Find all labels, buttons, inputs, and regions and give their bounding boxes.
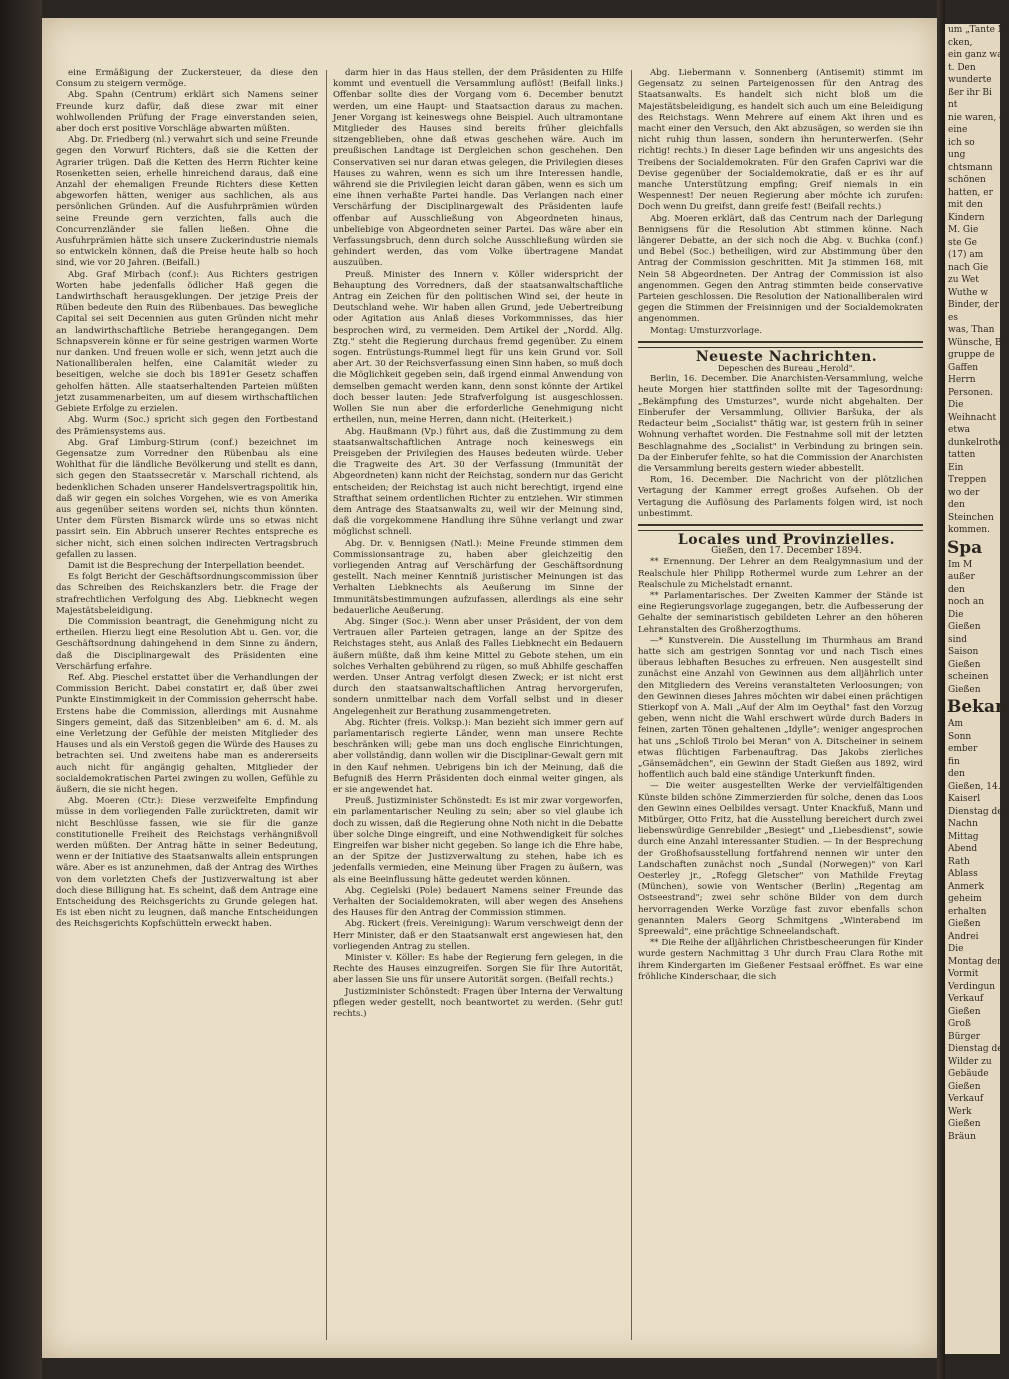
adjacent-page-text: Bekan (947, 697, 1008, 717)
adjacent-page-text: etwa (948, 425, 971, 435)
adjacent-page-text: Verkauf (948, 994, 984, 1004)
column-3-top (638, 68, 923, 337)
article-paragraph: Justizminister Schönstedt: Fragen über Interna der Verwaltung pflegen weder gestellt, noch beantwortet zu werden. (Sehr gut! rechts.) (333, 986, 623, 1020)
adjacent-page-text: Ein (948, 462, 964, 473)
adjacent-page-text: außer (948, 572, 975, 582)
adjacent-page-text: Sonn (948, 731, 972, 742)
adjacent-page-text: Mittag (948, 831, 979, 842)
adjacent-page-text: sind (948, 634, 968, 645)
article-paragraph: Abg. Dr. v. Bennigsen (Natl.): Meine Freunde stimmen dem Commissionsantrage zu, haben aber gleichzeitig den vorliegenden Antrag auf Verschärfung der Geschäftsordnung gestellt. Nach meiner Kenntniß juristischer Meinungen ist das Verhalten Liebknechts als Aeußerung im Sinne der Immunitätsbestimmungen aufzufassen, allerdings als eine sehr bedauerliche Aeußerung. (333, 538, 623, 616)
adjacent-page-text: Gießen (948, 1119, 981, 1129)
adjacent-page-text: Steinchen (948, 512, 994, 523)
column-2 (333, 68, 623, 1348)
adjacent-page-text: Andrei (948, 931, 979, 942)
article-paragraph: Abg. Rickert (freis. Vereinigung): Warum verschweigt denn der Herr Minister, daß er den Staatsanwalt erst angewiesen hat, den vorliegenden Antrag zu stellen. (333, 919, 623, 952)
adjacent-page-text: nie waren, e (948, 112, 1005, 123)
article-paragraph: Montag: Umsturzvorlage. (650, 325, 762, 336)
local-paragraph: — Die weiter ausgestellten Werke der vervielfältigenden Künste bilden schöne Zimmerzierden für solche, denen das Loos den Gewinn eines Oelbildes versagt. Unter Knackfuß, Mann und Mitbürger, Otto Fritz, hat die Ausstellung bereichert durch zwei liebenswürdige Genrebilder „Besiegt" und „Liebesdienst", sowie durch eine Anzahl interessanter Studien. — In der Besprechung der Großhofsausstellung fortfahrend nennen wir unter den Landschaften zunächst noch „Sundal (Norwegen)" von Karl Oesterley jr., „Rofegg Gletscher" von Mathilde Freytag (München), sowie von Wentscher (Berlin) „Regentag am Ostseestrand"; zwei sehr schöne Bilder von dem durch hervorragenden Werke Vorzüge fast zuvor ebenfalls schon genannten Malers Georg Schmitgens „Winterabend im Spreewald", eine prächtige Schneelandschaft. (638, 781, 923, 938)
article-paragraph: Ref. Abg. Pieschel erstattet über die Verhandlungen der Commission Bericht. Dabei constatirt er, daß über zwei Punkte Einstimmigkeit in der Commission geherrscht habe. Erstens habe die Commission, allerdings mit Ausnahme Singers gemeint, daß das Sitzenbleiben" am 6. d. M. als eine Verletzung der Gefühle der meisten Mitglieder des Hauses und als ein Verstoß gegen die Würde des Hauses zu betrachten sei. Und zweitens habe man es andererseits auch nicht für angängig gehalten, Mitglieder der socialdemokratischen Partei zwingen zu wollen, Gefühle zu äußern, die sie nicht hegen. (56, 672, 318, 795)
adjacent-page-text: Treppen (948, 475, 987, 485)
adjacent-page-text: eine (948, 125, 968, 135)
article-paragraph: eine Ermäßigung der Zuckersteuer, da diese den Consum zu steigern vermöge. (56, 68, 318, 90)
section-subheading: Depeschen des Bureau „Herold". (717, 363, 856, 374)
adjacent-page-text: Im M (948, 559, 973, 570)
article-paragraph: Abg. Haußmann (Vp.) führt aus, daß die Zustimmung zu dem staatsanwaltschaftlichen Antrage noch keineswegs ein Preisgeben der Privilegien des Hauses bedeuten würde. Ueber die Tragweite des Art. 30 der Verfassung (Immunität der Abgeordneten) kann nicht der Reichstag, sondern nur das Gericht entscheiden; der Reichstag ist auch nicht berechtigt, irgend eine Strafthat seinem ordentlichen Richter zu entziehen. Wir stimmen dem Antrage des Staatsanwalts zu, weil wir der Meinung sind, daß die vorgekommene Handlung ihre Sühne verlangt und zwar möglichst schnell. (333, 426, 623, 538)
adjacent-page-text: ich so (948, 137, 975, 148)
article-paragraph: Abg. Spahn (Centrum) erklärt sich Namens seiner Freunde kurz dafür, daß diese zwar mit einer wohlwollenden Prüfung der Frage einverstanden seien, aber doch erst positive Vorschläge abwarten müßten. (56, 90, 318, 135)
adjacent-page-text: kommen. (948, 525, 990, 535)
adjacent-page-text: Rath (948, 856, 970, 867)
article-paragraph: Abg. Richter (freis. Volksp.): Man bezieht sich immer gern auf parlamentarisch regierte Länder, wenn man unsere Rechte beschränken will; gebe man uns doch englische Einrichtungen, aber vollständig, dann wollen wir die Disciplinar-Gewalt gern mit in den Kauf nehmen. Uebrigens bin ich der Meinung, daß die Befugniß des Herrn Präsidenten doch einmal weiter gingen, als er sie angewendet hat. (333, 717, 623, 795)
article-paragraph: Es folgt Bericht der Geschäftsordnungscommission über das Schreiben des Reichskanzlers betr. die Frage der strafrechtlichen Verfolgung des Abg. Liebknecht wegen Majestätsbeleidigung. (56, 572, 318, 616)
adjacent-page-text: Anmerk (948, 881, 984, 892)
adjacent-page-text: Bräun (948, 1131, 976, 1142)
scan-edge-left (0, 0, 42, 1379)
local-paragraph: ** Die Reihe der alljährlichen Christbescheerungen für Kinder wurde gestern Nachmittag 3 Uhr durch Frau Clara Rothe mit ihrem Kindergarten im Gießener Festsaal eröffnet. Es war eine fröhliche Kinderschaar, die sich (638, 938, 923, 982)
page-gutter (937, 0, 945, 1379)
adjacent-page-text: Gebäude (948, 1069, 989, 1079)
adjacent-page-text: ein ganz wa (948, 50, 1003, 60)
adjacent-page-text: scheinen (948, 672, 989, 682)
adjacent-page-text: Gießen (948, 1006, 981, 1017)
adjacent-page-text: gruppe de (948, 350, 995, 360)
adjacent-page-text: Bürger (948, 1031, 981, 1042)
article-paragraph: Abg. Dr. Friedberg (nl.) verwahrt sich und seine Freunde gegen den Vorwurf Richters, daß sie die Ketten der Agrarier trügen. Daß die Ketten des Herrn Richter keine Rosenketten seien, erhelle hinreichend daraus, daß eine Anzahl der ehemaligen Freunde Richters diese Ketten abgeworfen hätten, weniger aus sachlichen, als aus persönlichen Gründen. Auf die Ausfuhrprämien würden seine Freunde gern verzichten, falls auch die Concurrenzländer sie fallen ließen. Ohne die Ausfuhrprämien hätte sich unsere Zuckerindustrie niemals so entwickeln können, daß die Preise heute halb so hoch sind, wie vor 20 Jahren. (Beifall.) (56, 135, 318, 269)
news-items (638, 374, 923, 520)
adjacent-page-text: Die (948, 609, 964, 620)
article-paragraph: Abg. Moeren erklärt, daß das Centrum nach der Darlegung Bennigsens für die Resolution Abt stimmen könne. Nach längerer Debatte, an der sich noch die Abg. v. Buchka (conf.) und Bebel (Soc.) betheiligen, wird zur Abstimmung über den Antrag der Commission geschritten. Mit Ja stimmen 168, mit Nein 58 Abgeordneten. Der Antrag der Commission ist also angenommen. Gegen den Antrag stimmten beide conservative Parteien geschlossen. Die Resolution der Nationalliberalen wird gegen die Stimmen der Freisinnigen und der Socialdemokraten angenommen. (638, 213, 923, 325)
article-paragraph: Abg. Liebermann v. Sonnenberg (Antisemit) stimmt im Gegensatz zu seinen Parteigenossen für den Antrag des Staatsanwalts. Es handelt sich nicht bloß um die Majestätsbeleidigung, es handelt sich auch um eine Beleidigung des Reichstags. Wenn Mehrere auf einem Akt ihren und es macht einer den Versuch, den Akt abzusägen, so werden sie ihn nicht ruhig thun lassen, sondern ihn herunterwerfen. (Sehr richtig! rechts.) In dieser Lage befinden wir uns angesichts des Treibens der Socialdemokraten. Für den Grafen Caprivi war die Devise gegenüber der Socialdemokratie, daß er es ihr auf manche Unterstützung empfing; Greif niemals in ein Wespennest! Der neuen Regierung aber möchte ich zurufen: Doch wenn Du greifst, dann greife fest! (Beifall rechts.) (638, 68, 923, 213)
adjacent-page-text: Verkauf (948, 1094, 984, 1104)
adjacent-page-text: hatten, er (948, 187, 993, 198)
adjacent-page-text: Kindern (948, 212, 985, 223)
adjacent-page-text: Herrn (948, 375, 976, 385)
adjacent-page-text: Verdingun (948, 981, 996, 992)
article-paragraph: Abg. Moeren (Ctr.): Diese verzweifelte Empfindung müsse in dem vorliegenden Falle zurücktreten, damit wir nicht Beschlüsse fassen, wie sie für die ganze constitutionelle Freiheit des Reichstags verhängnißvoll werden müßten. Der Antrag hätte in seiner Bedeutung, wenn er der Initiative des Staatsanwalts allein entsprungen wäre. Aber es ist anzunehmen, daß der Antrag des Wirthes von dem vorletzten Chefs der Justizverwaltung ist aber doch diese Billigung hat. Es scheint, daß dem Antrage eine Entscheidung des Reichsgerichts zu Grunde gelegen hat. Es ist eben nicht zu leugnen, daß manche Entscheidungen des Reichsgerichts Kopfschütteln erweckt haben. (56, 796, 318, 930)
adjacent-page-text: es (948, 312, 958, 323)
adjacent-page-text: noch an (948, 597, 985, 607)
adjacent-page-text: Binder, der (948, 300, 999, 310)
adjacent-page-text: Gaffen (948, 362, 979, 373)
news-paragraph: Rom, 16. December. Die Nachricht von der plötzlichen Vertagung der Kammer erregt großes Aufsehen. Ob der Vertagung die Auflösung des Parlaments folgen wird, ist noch unbestimmt. (638, 475, 923, 519)
adjacent-page-text: ßer ihr Bi (948, 87, 992, 98)
adjacent-page-text: Gießen (948, 659, 981, 670)
adjacent-page-text: Saison (948, 647, 979, 657)
article-paragraph: Minister v. Köller: Es habe der Regierung fern gelegen, in die Rechte des Hauses einzugreifen. Sorgen Sie für Ihre Autorität, aber lassen Sie uns für unsere Autorität sorgen. (Beifall rechts.) (333, 953, 623, 986)
adjacent-page-text: (17) am (948, 250, 984, 260)
adjacent-page-text: cken, (948, 37, 973, 48)
adjacent-page-text: Am (948, 719, 964, 729)
adjacent-page-text: wunderte (948, 75, 992, 85)
adjacent-page-text: Werk (948, 1106, 972, 1117)
column-3 (638, 68, 923, 1348)
adjacent-page-text: Groß (948, 1019, 971, 1029)
adjacent-page-text: Nachn (948, 819, 978, 829)
section-rule (638, 347, 923, 348)
local-items (638, 557, 923, 983)
adjacent-page-text: t. Den (948, 62, 976, 73)
article-paragraph: Abg. Graf Limburg-Stirum (conf.) bezeichnet im Gegensatze zum Vorredner den Rübenbau als eine Wohlthat für die ländliche Bevölkerung und stellt es dann, sich gegen den Staatssecretär v. Marschall richtend, als bedenklichen Schaden unserer Handelsvertragspolitik hin, daß wir gegen ein solches Vorgehen, wie es von Amerika aus gegenüber seitens worden sei, nichts thun könnten. Unter dem Fürsten Bismarck würde uns so etwas nicht passirt sein. Ein Abbruch unserer Rechtes entspreche es sicher nicht, sich einen solchen indirecten Vertragsbruch gefallen zu lassen. (56, 437, 318, 560)
local-paragraph: —* Kunstverein. Die Ausstellung im Thurmhaus am Brand hatte sich am gestrigen Sonntag vor und nach Tisch eines überaus lebhaften Besuches zu erfreuen. Nen ausgestellt sind zunächst eine Anzahl von Gewinnen aus dem alljährlich unter den Mitgliedern des Vereins veranstalteten Verloosungen; von den Gewinnen dieses Jahres möchten wir dabei einen prächtigen Stierkopf von A. Mali „Auf der Alm im Oeythal" fast den Vorzug geben, wenn nicht die Wahl erschwert würde durch Baders in feinen, zarten Tönen gehaltenen „Idylle"; weniger angesprochen hat uns „Schloß Tirolo bei Meran" von A. Ditscheiner in seinem etwas flüchtigen Farbenauftrag. Das Jakobs zierliches „Gänsemädchen", ein Gewinn der Stadt Gießen aus 1892, wird hoffentlich auch bald eine ständige Unterkunft finden. (638, 635, 923, 781)
adjacent-page-text: Wilder zu (948, 1056, 992, 1067)
article-paragraph: Abg. Wurm (Soc.) spricht sich gegen den Fortbestand des Prämiensystems aus. (56, 415, 318, 437)
adjacent-page-text: Dienstag den (948, 806, 1009, 817)
adjacent-page-text: was, Than (948, 325, 995, 335)
adjacent-page-text: Wünsche, Be (948, 337, 1007, 348)
article-paragraph: Abg. Graf Mirbach (conf.): Aus Richters gestrigen Worten habe jedenfalls ödlicher Haß gegen die Landwirthschaft herausgeklungen. Der jetzige Preis der Rüben bedeute den Ruin des Rübenbaues. Das bewegliche Capital sei seit Decennien aus guten Gründen nicht mehr an landwirthschaftliche Betriebe herangegangen. Dem Schnapsverein könne er für seine gestrigen warmen Worte nur danken. Und freuen wolle er sich, wenn jetzt auch die Nationalliberalen helfen, eine Calamität wieder zu beseitigen, welche sie doch bis 1891er Gesetz schaffen geholfen hätten. Alle staatserhaltenden Parteien müßten jetzt zusammenarbeiten, um auf diesem wirthschaftlichen Gebiete Erfolge zu erzielen. (56, 269, 318, 415)
adjacent-page-text: mit den (948, 200, 983, 210)
section-rule (638, 530, 923, 531)
adjacent-page-text: dunkelrothen (948, 437, 1009, 448)
local-paragraph: ** Ernennung. Der Lehrer an dem Realgymnasium und der Realschule hier Philipp Rothermel wurde zum Lehrer an der Realschule zu Michelstadt ernannt. (638, 557, 923, 590)
section-rule (638, 524, 923, 526)
section-heading-news: Neueste Nachrichten. (695, 348, 878, 365)
adjacent-page-text: Die (948, 944, 964, 954)
adjacent-page-text: wo der (948, 487, 980, 498)
adjacent-page-text: Gießen (948, 1081, 981, 1092)
article-paragraph: Abg. Singer (Soc.): Wenn aber unser Präsident, der von dem Vertrauen aller Parteien getragen, lange an der Spitze des Reichstages steht, aus Anlaß des Falles Liebknecht ein Bedauern äußern müßte, daß ihm keine Mittel zu Gebote stehen, um ein solches Verhalten gebührend zu rügen, so muß Abhilfe geschaffen werden. Unser Antrag verfolgt diesen Zweck; er ist nicht erst durch den staatsanwaltschaftlichen Antrag hervorgerufen, sondern unmittelbar nach dem Vorfall selbst und in dieser Angelegenheit zur Berathung zusammengetreten. (333, 616, 623, 717)
adjacent-page-text: Gießen (948, 622, 981, 632)
section-heading-locals: Locales und Provinzielles. (677, 531, 896, 548)
adjacent-page-text: Ablass (948, 869, 978, 879)
adjacent-page-text: um „Tante M (948, 25, 1008, 35)
article-paragraph: Preuß. Justizminister Schönstedt: Es ist mir zwar vorgeworfen, ein parlamentarischer Neuling zu sein; aber so viel glaube ich doch zu wissen, daß die Regierung ohne Noth nicht in die Debatte über solche Dinge eingreift, und eine Nothwendigkeit für solches Eingreifen war bisher nicht gegeben. So lange ich die Ehre habe, an der Spitze der Justizverwaltung zu stehen, habe ich es jedenfalls vermieden, eine Meinung über Fragen zu äußern, was als eine Beeinflussung hätte gedeutet werden können. (333, 796, 623, 885)
adjacent-page-text: Dienstag den (948, 1044, 1009, 1054)
adjacent-page-text: nt (948, 100, 958, 110)
article-paragraph: Damit ist die Besprechung der Interpellation beendet. (68, 560, 305, 571)
adjacent-page-text: ste Ge (948, 237, 977, 248)
section-rule (638, 341, 923, 343)
adjacent-page-text: Gießen (948, 684, 981, 695)
news-paragraph: Berlin, 16. December. Die Anarchisten-Versammlung, welche heute Morgen hier stattfinden sollte mit der Tagesordnung: „Bekämpfung des Umsturzes", wurde nicht abgehalten. Der Einberufer der Versammlung, Ollivier Baršuka, der als Redacteur beim „Socialist" thätig war, ist gestern früh in seiner Wohnung verhaftet worden. Die Festnahme soll mit der letzten Beschlagnahme des „Socialist" in Verbindung zu bringen sein. Da der Einberufer fehlte, so hat die Commission der Anarchisten die Versammlung bereits gestern wieder abbestellt. (638, 374, 923, 474)
article-paragraph: Preuß. Minister des Innern v. Köller widerspricht der Behauptung des Vorredners, daß der staatsanwaltschaftliche Antrag ein Zeichen für den politischen Wind sei, der heute in Deutschland wehe. Wir haben allen Grund, jede Uebertreibung oder Agitation aus Anlaß dieses Vorkommnisses, das hier besprochen wird, zu vermeiden. Dem Artikel der „Nordd. Allg. Ztg." steht die Regierung durchaus fremd gegenüber. Zu einem sogen. Entrüstungs-Rummel liegt für uns kein Grund vor. Soll aber Art. 30 der Reichsverfassung einen Sinn haben, so muß doch die Möglichkeit gegeben sein, daß irgend einmal Anwendung von demselben gemacht werden kann, denn sonst könnte der Artikel doch besser lauten: Jede Strafverfolgung ist ausgeschlossen. Wollen Sie nun aber die erforderliche Genehmigung nicht ertheilen, nun, meine Herren, dann nicht. (Heiterkeit.) (333, 269, 623, 426)
adjacent-page-text: tatten (948, 450, 976, 460)
adjacent-page-text: den (948, 584, 965, 595)
column-divider (326, 70, 327, 1340)
adjacent-page-text: Abend (948, 844, 978, 854)
adjacent-page-text: chtsmann (948, 162, 993, 173)
adjacent-page-text: Weihnacht (948, 412, 997, 423)
adjacent-page-fragment (945, 24, 1009, 1354)
adjacent-page-text: Montag den (948, 956, 1003, 967)
adjacent-page-text: ung (948, 150, 966, 160)
adjacent-page-text: geheim (948, 894, 982, 904)
adjacent-page-text: Die (948, 400, 964, 410)
adjacent-page-text: Personen. (948, 387, 994, 398)
adjacent-page-text: nach Gie (948, 262, 989, 273)
adjacent-page-text: M. Gie (948, 225, 979, 235)
adjacent-page-text: den (948, 769, 965, 779)
column-1 (56, 68, 318, 1348)
adjacent-page-text: schönen (948, 175, 986, 185)
dateline: Gießen, den 17. December 1894. (711, 546, 862, 557)
article-paragraph: darm hier in das Haus stellen, der dem Präsidenten zu Hilfe kommt und eventuell die Versammlung auflöst! (Beifall links.) Offenbar sollte dies der Vorgang vom 6. December benutzt werden, um eine Haupt- und Staatsaction daraus zu machen. Jener Vorgang ist keineswegs ohne Beispiel. Auch ultramontane Mitglieder des Hauses sind bereits früher gleichfalls sitzengeblieben, ohne daß etwas geschehen wäre. Auch im preußischen Landtage ist Dergleichen schon geschehen. Den Conservativen sei nur daran etwas gelegen, die Privilegien dieses Hauses zu wahren, wenn es sich um ihre Interessen handle, während sie die Privilegien leicht daran gäben, wenn es sich um eine ihnen verhaßte Partei handle. Das Verlangen nach einer Verschärfung der Disciplinargewalt des Präsidenten laufe offenbar auf Ausschließung von Abgeordneten hinaus, unbeliebige von Abgeordneten seiner Partei. Das wäre aber ein Verfassungsbruch, denn durch solche Ausschließung würden sie gehindert werden, das vom Volke übertragene Mandat auszuüben. (333, 68, 623, 269)
adjacent-page-text: Vormit (948, 969, 979, 979)
column-divider (631, 70, 632, 1340)
adjacent-page-text: Gießen (948, 919, 981, 929)
article-paragraph: Abg. Cegielski (Pole) bedauert Namens seiner Freunde das Verhalten der Socialdemokraten, will aber wegen des Ansehens des Hauses für den Antrag der Commission stimmen. (333, 885, 623, 919)
newspaper-page (42, 18, 937, 1358)
adjacent-page-text: Gießen, 14. (948, 781, 1001, 792)
adjacent-page-text: Kaiserl (948, 794, 981, 804)
adjacent-page-text: den (948, 500, 965, 510)
adjacent-page-text: Spa (947, 537, 983, 558)
adjacent-page-text: Wuthe w (948, 287, 988, 298)
adjacent-page-text: fin (948, 756, 960, 767)
adjacent-page-text: erhalten (948, 906, 987, 917)
adjacent-page-text: ember (948, 744, 978, 754)
article-paragraph: Die Commission beantragt, die Genehmigung nicht zu ertheilen. Hierzu liegt eine Resolution Abt u. Gen. vor, die Geschäftsordnung dahingehend in dem Sinne zu ändern, daß die Disciplinargewalt des Präsidenten eine Verschärfung erfahre. (56, 616, 318, 672)
adjacent-page-text: zu Wet (948, 275, 979, 285)
local-paragraph: ** Parlamentarisches. Der Zweiten Kammer der Stände ist eine Regierungsvorlage zugegangen, betr. die Aufbesserung der Gehalte der seminaristisch gebildeten Lehrer an den höheren Lehranstalten des Großherzogthums. (638, 590, 923, 635)
